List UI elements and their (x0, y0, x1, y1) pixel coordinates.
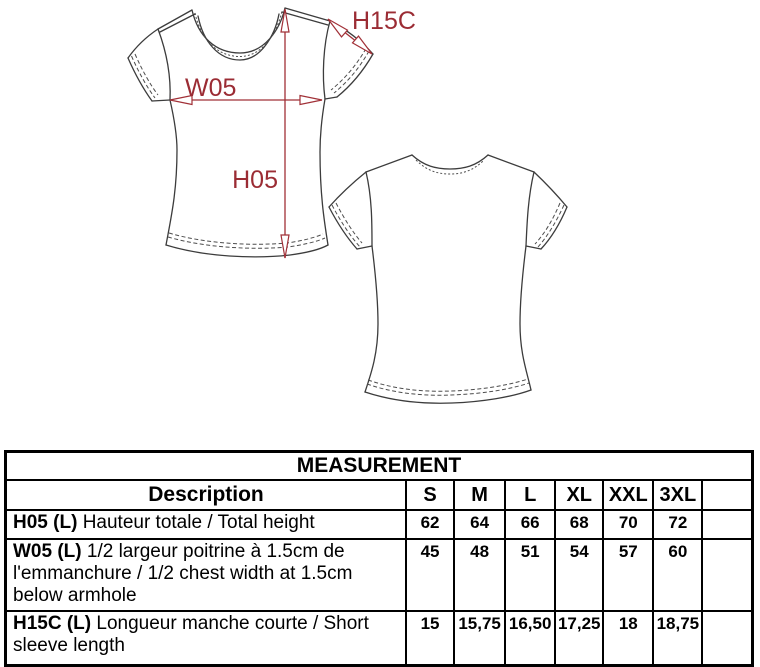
table-row-w05 (6, 539, 753, 611)
value-cell: 60 (653, 539, 702, 611)
size-header-l: L (505, 480, 555, 510)
w05-arrowhead-right (300, 96, 322, 105)
tshirt-back-drawing (329, 155, 567, 403)
value-cell: 15 (406, 611, 454, 666)
h15c-arrowhead-bottom (353, 36, 373, 54)
value-cell: 18 (603, 611, 653, 666)
h05-arrowhead-bottom (281, 235, 289, 258)
dimension-annotations (170, 7, 416, 258)
row-description (6, 611, 407, 666)
w05-dimension-label: W05 (185, 74, 237, 102)
value-cell: 48 (454, 539, 505, 611)
value-cell: 57 (603, 539, 653, 611)
value-cell: 45 (406, 539, 454, 611)
table-title: MEASUREMENT (6, 452, 753, 481)
value-cell: 18,75 (653, 611, 702, 666)
h15c-arrowhead-top (328, 19, 348, 37)
row-description (6, 510, 407, 539)
measure-code: H15C (L) (13, 613, 92, 634)
value-cell: 64 (454, 510, 505, 539)
value-cell: 16,50 (505, 611, 555, 666)
value-cell: 72 (653, 510, 702, 539)
row-description (6, 539, 407, 611)
table-title-row (6, 452, 753, 481)
value-cell: 68 (555, 510, 603, 539)
value-cell: 62 (406, 510, 454, 539)
measurement-table (4, 450, 754, 667)
empty-cell (702, 539, 752, 611)
table-header-row (6, 480, 753, 510)
measure-text: Longueur manche courte / Short sleeve length (13, 613, 369, 656)
h05-dimension-label: H05 (232, 166, 278, 194)
measure-text: 1/2 largeur poitrine à 1.5cm de l'emmanchure / 1/2 chest width at 1.5cm below armhole (13, 541, 353, 606)
size-header-xl: XL (555, 480, 603, 510)
value-cell: 15,75 (454, 611, 505, 666)
table-row-h15c (6, 611, 753, 666)
value-cell: 70 (603, 510, 653, 539)
empty-cell (702, 510, 752, 539)
h15c-dimension-label: H15C (352, 7, 416, 35)
value-cell: 51 (505, 539, 555, 611)
size-header-3xl: 3XL (653, 480, 702, 510)
value-cell: 66 (505, 510, 555, 539)
measure-code: W05 (L) (13, 541, 82, 562)
measure-code: H05 (L) (13, 512, 78, 533)
empty-cell (702, 611, 752, 666)
size-header-m: M (454, 480, 505, 510)
measure-text: Hauteur totale / Total height (82, 512, 315, 533)
value-cell: 54 (555, 539, 603, 611)
value-cell: 17,25 (555, 611, 603, 666)
size-header-xxl: XXL (603, 480, 653, 510)
table-row-h05 (6, 510, 753, 539)
empty-header-cell (702, 480, 752, 510)
size-header-s: S (406, 480, 454, 510)
description-header: Description (6, 480, 407, 510)
